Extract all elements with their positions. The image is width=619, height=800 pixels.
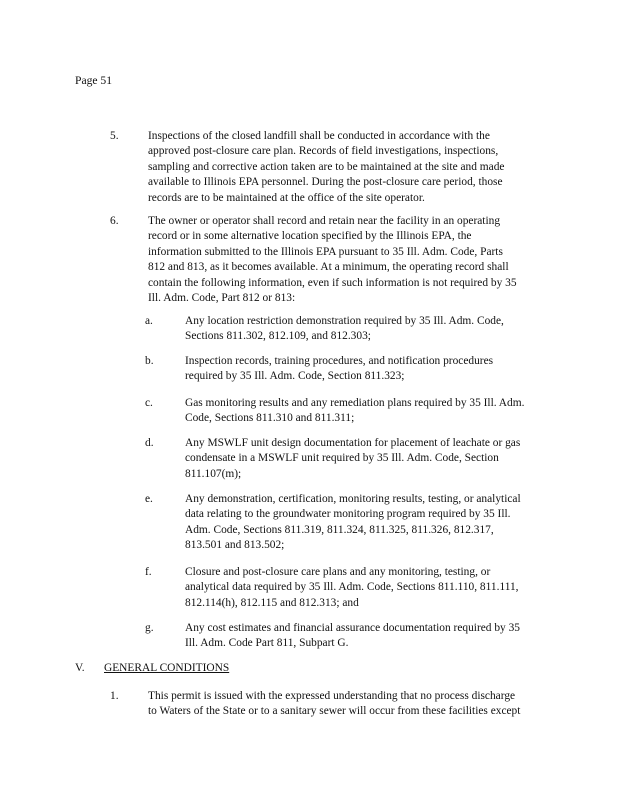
text-line: 812 and 813, as it becomes available. At a minimum, the operating record shall: [148, 261, 509, 274]
text-line: Sections 811.302, 812.109, and 812.303;: [185, 330, 371, 343]
item-text: [148, 689, 548, 720]
text-line: This permit is issued with the expressed understanding that no process discharge: [148, 690, 516, 702]
text-line: contain the following information, even if such information is not required by 35: [148, 276, 517, 289]
text-line: analytical data required by 35 Ill. Adm. Code, Sections 811.110, 811.111,: [185, 581, 519, 594]
text-line: to Waters of the State or to a sanitary sewer will occur from these facilities except: [148, 705, 521, 718]
page-number: Page 51: [75, 74, 113, 87]
item-number: 1.: [110, 690, 119, 702]
text-line: Gas monitoring results and any remediation plans required by 35 Ill. Adm.: [185, 397, 525, 409]
text-line: Any demonstration, certification, monitoring results, testing, or analytical: [185, 493, 521, 505]
text-line: Any location restriction demonstration required by 35 Ill. Adm. Code,: [185, 315, 504, 327]
sub-item-text: [185, 436, 545, 482]
sub-item-text: [185, 314, 545, 345]
sub-item-text: [185, 621, 545, 652]
text-line: Adm. Code, Sections 811.319, 811.324, 811.325, 811.326, 812.317,: [185, 523, 494, 536]
text-line: required by 35 Ill. Adm. Code, Section 811.323;: [185, 370, 405, 383]
item-number: 6.: [110, 215, 119, 227]
sub-item-letter: f.: [145, 566, 152, 578]
text-line: Ill. Adm. Code, Part 812 or 813:: [148, 292, 296, 305]
sub-item-letter: b.: [145, 355, 154, 367]
text-line: The owner or operator shall record and retain near the facility in an operating: [148, 215, 501, 227]
sub-item-letter: c.: [145, 397, 153, 409]
sub-item-letter: d.: [145, 437, 154, 449]
sub-item-text: [185, 396, 545, 427]
sub-item-letter: e.: [145, 493, 153, 505]
text-line: condensate in a MSWLF unit required by 35 Ill. Adm. Code, Section: [185, 452, 499, 465]
section-title: GENERAL CONDITIONS: [104, 662, 230, 674]
item-text: [148, 129, 531, 206]
text-line: sampling and corrective action taken are to be maintained at the site and made: [148, 160, 505, 173]
text-line: information submitted to the Illinois EPA pursuant to 35 Ill. Adm. Code, Parts: [148, 245, 503, 258]
text-line: available to Illinois EPA personnel. During the post-closure care period, those: [148, 176, 503, 189]
sub-item-text: [185, 565, 545, 611]
text-line: approved post-closure care plan. Records of field investigations, inspections,: [148, 145, 499, 158]
section-number: V.: [75, 662, 85, 674]
item-text: [148, 214, 531, 306]
text-line: record or in some alternative location specified by the Illinois EPA, the: [148, 230, 472, 243]
text-line: Any MSWLF unit design documentation for placement of leachate or gas: [185, 437, 521, 449]
text-line: data relating to the groundwater monitoring program required by 35 Ill.: [185, 508, 511, 521]
text-line: Closure and post-closure care plans and any monitoring, testing, or: [185, 566, 491, 578]
text-line: Inspection records, training procedures, and notification procedures: [185, 355, 494, 367]
text-line: Code, Sections 811.310 and 811.311;: [185, 412, 355, 425]
text-line: 811.107(m);: [185, 467, 242, 480]
text-line: Ill. Adm. Code Part 811, Subpart G.: [185, 637, 349, 650]
text-line: Inspections of the closed landfill shall be conducted in accordance with the: [148, 130, 490, 142]
sub-item-text: [185, 354, 545, 385]
text-line: 813.501 and 813.502;: [185, 539, 285, 552]
item-number: 5.: [110, 130, 119, 142]
text-line: Any cost estimates and financial assurance documentation required by 35: [185, 622, 520, 634]
text-line: records are to be maintained at the office of the site operator.: [148, 191, 425, 204]
sub-item-letter: a.: [145, 315, 153, 327]
sub-item-letter: g.: [145, 622, 154, 634]
sub-item-text: [185, 492, 545, 554]
text-line: 812.114(h), 812.115 and 812.313; and: [185, 596, 359, 609]
